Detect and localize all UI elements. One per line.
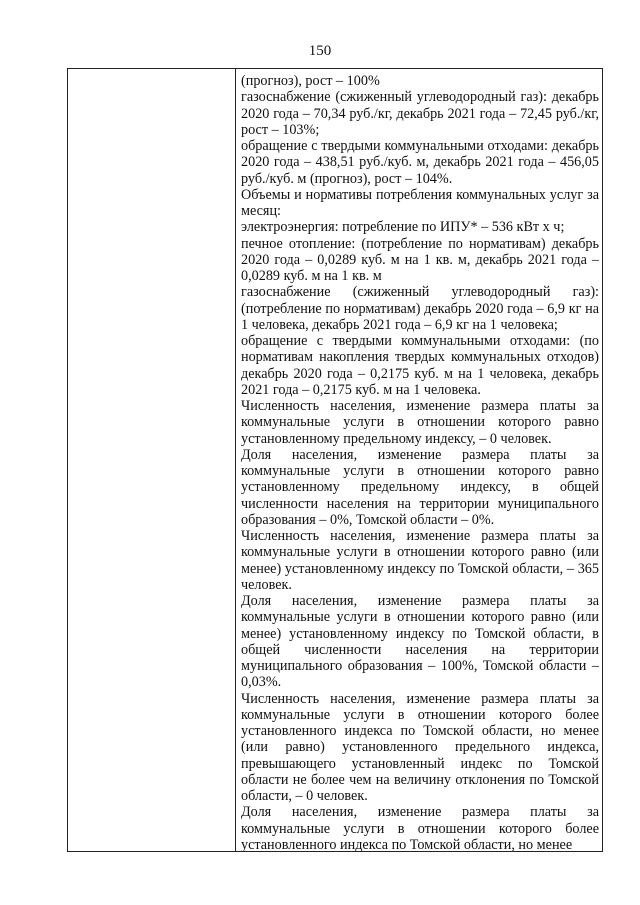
paragraph: Численность населения, изменение размера платы за коммунальные услуги в отношении которого равно (или менее) установленному индексу по Томской области, – 365 человек. xyxy=(241,528,599,593)
paragraph: Доля населения, изменение размера платы за коммунальные услуги в отношении которого равно установленному предельному индексу, в общей численности населения на территории муниципального образования – 0%, Томской области – 0%. xyxy=(241,446,599,528)
paragraph: электроэнергия: потребление по ИПУ* – 536 кВт х ч; xyxy=(241,219,565,236)
paragraph: Объемы и нормативы потребления коммунальных услуг за месяц: xyxy=(241,186,599,219)
paragraph: обращение с твердыми коммунальными отходами: (по нормативам накопления твердых коммунальных отходов) декабрь 2020 года – 0,2175 куб. м на 1 человека, декабрь 2021 года – 0,2175 куб. м на 1 человека. xyxy=(241,333,599,398)
table-left-column xyxy=(68,69,236,851)
table-right-column xyxy=(241,73,599,852)
paragraph: Численность населения, изменение размера платы за коммунальные услуги в отношении которого равно установленному предельному индексу, – 0 человек. xyxy=(241,398,599,447)
paragraph: (прогноз), рост – 100% xyxy=(241,73,380,89)
paragraph: Численность населения, изменение размера платы за коммунальные услуги в отношении которого более установленного индекса по Томской области, но менее (или равно) установленного предельного индекса, превышающего установленный индекс по Томской области не более чем на величину отклонения по Томской области, – 0 человек. xyxy=(241,690,599,804)
page-number: 150 xyxy=(308,43,332,59)
paragraph: обращение с твердыми коммунальными отходами: декабрь 2020 года – 438,51 руб./куб. м, декабрь 2021 года – 456,05 руб./куб. м (прогноз), рост – 104%. xyxy=(241,138,599,187)
paragraph: печное отопление: (потребление по нормативам) декабрь 2020 года – 0,0289 куб. м на 1 кв. м, декабрь 2021 года – 0,0289 куб. м на 1 кв. м xyxy=(241,235,599,284)
paragraph: Доля населения, изменение размера платы за коммунальные услуги в отношении которого равно (или менее) установленному индексу по Томской области, в общей численности населения на территории муниципального образования – 100%, Томской области – 0,03%. xyxy=(241,593,599,691)
paragraph: газоснабжение (сжиженный углеводородный газ): декабрь 2020 года – 70,34 руб./кг, декабрь 2021 года – 72,45 руб./кг, рост – 103%; xyxy=(241,89,599,138)
paragraph: Доля населения, изменение размера платы за коммунальные услуги в отношении которого более установленного индекса по Томской области, но менее xyxy=(241,804,599,852)
paragraph: газоснабжение (сжиженный углеводородный газ): (потребление по нормативам) декабрь 2020 года – 6,9 кг на 1 человека, декабрь 2021 года – 6,9 кг на 1 человека; xyxy=(241,284,599,333)
document-table xyxy=(67,68,603,852)
